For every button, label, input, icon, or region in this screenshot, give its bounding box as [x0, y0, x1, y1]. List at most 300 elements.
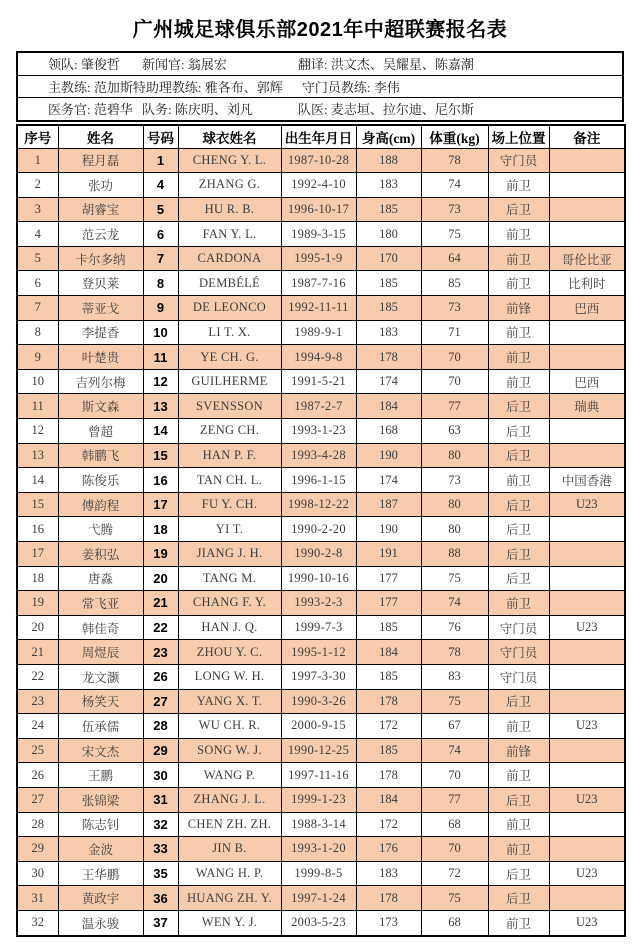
cell-note: 哥伦比亚 [549, 246, 625, 271]
cell-seq: 13 [17, 443, 58, 468]
cell-dob: 1993-4-28 [281, 443, 356, 468]
cell-position: 前卫 [488, 246, 549, 271]
cell-dob: 1999-1-23 [281, 787, 356, 812]
cell-number: 15 [143, 443, 178, 468]
table-row [17, 886, 625, 911]
cell-seq: 1 [17, 148, 58, 173]
column-header-seq: 序号 [17, 125, 58, 149]
cell-position: 前卫 [488, 763, 549, 788]
cell-seq: 28 [17, 812, 58, 837]
cell-name: 韩佳奇 [58, 615, 143, 640]
cell-jersey: SVENSSON [178, 394, 281, 419]
cell-name: 范云龙 [58, 222, 143, 247]
cell-dob: 1990-12-25 [281, 738, 356, 763]
cell-seq: 15 [17, 492, 58, 517]
cell-note [549, 542, 625, 567]
cell-seq: 18 [17, 566, 58, 591]
cell-note [549, 812, 625, 837]
cell-seq: 27 [17, 787, 58, 812]
cell-height: 178 [356, 689, 421, 714]
cell-height: 188 [356, 148, 421, 173]
cell-name: 登贝莱 [58, 271, 143, 296]
cell-jersey: CHENG Y. L. [178, 148, 281, 173]
cell-seq: 11 [17, 394, 58, 419]
staff-team-leader: 领队: 肇俊哲 [48, 57, 120, 73]
cell-height: 173 [356, 910, 421, 935]
column-header-height: 身高(cm) [356, 125, 421, 149]
table-row [17, 738, 625, 763]
table-row [17, 566, 625, 591]
cell-dob: 1994-9-8 [281, 345, 356, 370]
cell-position: 前卫 [488, 173, 549, 198]
cell-dob: 1993-1-20 [281, 837, 356, 862]
cell-weight: 78 [421, 148, 488, 173]
cell-number: 9 [143, 296, 178, 321]
cell-note [549, 197, 625, 222]
table-row [17, 861, 625, 886]
cell-position: 前卫 [488, 591, 549, 616]
cell-position: 前卫 [488, 812, 549, 837]
cell-name: 姜积弘 [58, 542, 143, 567]
cell-seq: 9 [17, 345, 58, 370]
cell-note [549, 886, 625, 911]
cell-position: 前卫 [488, 714, 549, 739]
cell-dob: 1997-1-24 [281, 886, 356, 911]
cell-dob: 1990-10-16 [281, 566, 356, 591]
cell-name: 斯文森 [58, 394, 143, 419]
cell-dob: 1989-9-1 [281, 320, 356, 345]
cell-note [549, 173, 625, 198]
cell-note: U23 [549, 714, 625, 739]
table-row [17, 591, 625, 616]
cell-number: 4 [143, 173, 178, 198]
cell-jersey: DEMBÉLÉ [178, 271, 281, 296]
table-row [17, 787, 625, 812]
cell-seq: 31 [17, 886, 58, 911]
table-row [17, 394, 625, 419]
cell-jersey: WANG H. P. [178, 861, 281, 886]
cell-dob: 2000-9-15 [281, 714, 356, 739]
cell-name: 陈志钊 [58, 812, 143, 837]
cell-jersey: TAN CH. L. [178, 468, 281, 493]
cell-height: 176 [356, 837, 421, 862]
cell-weight: 78 [421, 640, 488, 665]
cell-number: 1 [143, 148, 178, 173]
table-row [17, 222, 625, 247]
table-row [17, 689, 625, 714]
cell-note [549, 222, 625, 247]
cell-jersey: CHANG F. Y. [178, 591, 281, 616]
table-row [17, 615, 625, 640]
staff-row-1 [18, 53, 622, 76]
cell-name: 陈俊乐 [58, 468, 143, 493]
cell-note [549, 763, 625, 788]
cell-position: 前卫 [488, 837, 549, 862]
cell-height: 177 [356, 591, 421, 616]
cell-dob: 1995-1-9 [281, 246, 356, 271]
cell-seq: 2 [17, 173, 58, 198]
cell-jersey: ZENG CH. [178, 419, 281, 444]
cell-height: 184 [356, 640, 421, 665]
cell-number: 14 [143, 419, 178, 444]
cell-name: 宋文杰 [58, 738, 143, 763]
cell-name: 叶楚贵 [58, 345, 143, 370]
cell-name: 金波 [58, 837, 143, 862]
cell-jersey: WANG P. [178, 763, 281, 788]
cell-seq: 23 [17, 689, 58, 714]
cell-weight: 63 [421, 419, 488, 444]
cell-jersey: FU Y. CH. [178, 492, 281, 517]
cell-height: 178 [356, 345, 421, 370]
cell-jersey: YANG X. T. [178, 689, 281, 714]
cell-note [549, 591, 625, 616]
cell-jersey: LI T. X. [178, 320, 281, 345]
cell-height: 187 [356, 492, 421, 517]
cell-jersey: ZHANG J. L. [178, 787, 281, 812]
cell-number: 30 [143, 763, 178, 788]
cell-dob: 1993-2-3 [281, 591, 356, 616]
cell-number: 21 [143, 591, 178, 616]
cell-weight: 88 [421, 542, 488, 567]
cell-note [549, 566, 625, 591]
cell-weight: 83 [421, 664, 488, 689]
cell-weight: 74 [421, 173, 488, 198]
cell-dob: 1995-1-12 [281, 640, 356, 665]
cell-height: 191 [356, 542, 421, 567]
cell-number: 36 [143, 886, 178, 911]
cell-name: 唐淼 [58, 566, 143, 591]
cell-number: 37 [143, 910, 178, 935]
cell-dob: 2003-5-23 [281, 910, 356, 935]
cell-position: 后卫 [488, 566, 549, 591]
cell-height: 180 [356, 222, 421, 247]
cell-weight: 73 [421, 468, 488, 493]
cell-jersey: SONG W. J. [178, 738, 281, 763]
column-header-name: 姓名 [58, 125, 143, 149]
cell-jersey: JIN B. [178, 837, 281, 862]
cell-height: 183 [356, 320, 421, 345]
cell-jersey: LONG W. H. [178, 664, 281, 689]
cell-height: 178 [356, 763, 421, 788]
cell-name: 伍承儒 [58, 714, 143, 739]
cell-jersey: GUILHERME [178, 369, 281, 394]
cell-weight: 64 [421, 246, 488, 271]
cell-number: 27 [143, 689, 178, 714]
table-row [17, 468, 625, 493]
table-row [17, 517, 625, 542]
cell-dob: 1990-2-8 [281, 542, 356, 567]
cell-number: 32 [143, 812, 178, 837]
cell-position: 守门员 [488, 664, 549, 689]
cell-position: 后卫 [488, 419, 549, 444]
cell-position: 后卫 [488, 443, 549, 468]
table-row [17, 812, 625, 837]
cell-number: 12 [143, 369, 178, 394]
cell-number: 35 [143, 861, 178, 886]
cell-note [549, 345, 625, 370]
cell-note: U23 [549, 910, 625, 935]
cell-position: 后卫 [488, 492, 549, 517]
cell-number: 22 [143, 615, 178, 640]
cell-name: 胡睿宝 [58, 197, 143, 222]
cell-weight: 67 [421, 714, 488, 739]
table-row [17, 197, 625, 222]
cell-height: 174 [356, 369, 421, 394]
roster-table [16, 124, 626, 937]
cell-jersey: HU R. B. [178, 197, 281, 222]
cell-height: 172 [356, 812, 421, 837]
cell-position: 守门员 [488, 148, 549, 173]
cell-name: 黄政宇 [58, 886, 143, 911]
cell-seq: 22 [17, 664, 58, 689]
cell-note [549, 148, 625, 173]
cell-name: 吉列尔梅 [58, 369, 143, 394]
cell-number: 29 [143, 738, 178, 763]
cell-position: 后卫 [488, 861, 549, 886]
cell-name: 龙文灏 [58, 664, 143, 689]
cell-weight: 74 [421, 591, 488, 616]
cell-name: 张锦梁 [58, 787, 143, 812]
cell-number: 5 [143, 197, 178, 222]
cell-seq: 17 [17, 542, 58, 567]
cell-position: 前锋 [488, 296, 549, 321]
cell-number: 26 [143, 664, 178, 689]
cell-name: 王鹏 [58, 763, 143, 788]
column-header-note: 备注 [549, 125, 625, 149]
cell-position: 守门员 [488, 640, 549, 665]
cell-name: 杨笑天 [58, 689, 143, 714]
cell-position: 后卫 [488, 542, 549, 567]
cell-number: 6 [143, 222, 178, 247]
cell-height: 168 [356, 419, 421, 444]
table-row [17, 640, 625, 665]
cell-weight: 70 [421, 763, 488, 788]
table-row [17, 320, 625, 345]
cell-name: 弋腾 [58, 517, 143, 542]
cell-position: 前卫 [488, 271, 549, 296]
cell-name: 蒂亚戈 [58, 296, 143, 321]
cell-jersey: ZHOU Y. C. [178, 640, 281, 665]
staff-team-affairs: 队务: 陈庆明、刘凡 [142, 102, 253, 118]
cell-jersey: DE LEONCO [178, 296, 281, 321]
cell-jersey: YE CH. G. [178, 345, 281, 370]
cell-jersey: HAN J. Q. [178, 615, 281, 640]
cell-weight: 80 [421, 492, 488, 517]
cell-position: 前卫 [488, 910, 549, 935]
cell-jersey: CHEN ZH. ZH. [178, 812, 281, 837]
cell-note [549, 419, 625, 444]
cell-name: 程月磊 [58, 148, 143, 173]
cell-dob: 1992-4-10 [281, 173, 356, 198]
cell-note [549, 837, 625, 862]
cell-dob: 1991-5-21 [281, 369, 356, 394]
cell-weight: 80 [421, 443, 488, 468]
cell-number: 19 [143, 542, 178, 567]
cell-name: 王华鹏 [58, 861, 143, 886]
cell-number: 23 [143, 640, 178, 665]
table-row [17, 345, 625, 370]
cell-note [549, 640, 625, 665]
cell-height: 185 [356, 664, 421, 689]
cell-seq: 20 [17, 615, 58, 640]
cell-position: 前卫 [488, 222, 549, 247]
cell-weight: 77 [421, 394, 488, 419]
cell-note: 中国香港 [549, 468, 625, 493]
cell-weight: 68 [421, 812, 488, 837]
table-row [17, 492, 625, 517]
cell-jersey: WU CH. R. [178, 714, 281, 739]
staff-team-doctors: 队医: 麦志垣、拉尔迪、尼尔斯 [298, 102, 474, 118]
cell-seq: 26 [17, 763, 58, 788]
cell-height: 183 [356, 861, 421, 886]
cell-note: U23 [549, 787, 625, 812]
header-row [17, 125, 625, 149]
staff-press-officer: 新闻官: 翁展宏 [142, 57, 227, 73]
cell-dob: 1998-12-22 [281, 492, 356, 517]
cell-dob: 1997-3-30 [281, 664, 356, 689]
cell-seq: 19 [17, 591, 58, 616]
cell-seq: 5 [17, 246, 58, 271]
cell-number: 16 [143, 468, 178, 493]
cell-number: 28 [143, 714, 178, 739]
cell-weight: 85 [421, 271, 488, 296]
cell-position: 后卫 [488, 517, 549, 542]
staff-translators: 翻译: 洪文杰、吴耀星、陈嘉潮 [298, 57, 474, 73]
cell-dob: 1999-7-3 [281, 615, 356, 640]
table-row [17, 173, 625, 198]
cell-weight: 75 [421, 222, 488, 247]
cell-seq: 7 [17, 296, 58, 321]
cell-height: 185 [356, 296, 421, 321]
cell-dob: 1990-3-26 [281, 689, 356, 714]
table-row [17, 664, 625, 689]
cell-position: 后卫 [488, 394, 549, 419]
cell-note: U23 [549, 492, 625, 517]
table-row [17, 910, 625, 935]
cell-dob: 1992-11-11 [281, 296, 356, 321]
staff-head-coach: 主教练: 范加斯特 [48, 79, 146, 95]
cell-weight: 68 [421, 910, 488, 935]
cell-number: 31 [143, 787, 178, 812]
cell-jersey: TANG M. [178, 566, 281, 591]
cell-name: 常飞亚 [58, 591, 143, 616]
cell-name: 周煜辰 [58, 640, 143, 665]
column-header-position: 场上位置 [488, 125, 549, 149]
cell-jersey: FAN Y. L. [178, 222, 281, 247]
cell-jersey: JIANG J. H. [178, 542, 281, 567]
cell-position: 前锋 [488, 738, 549, 763]
cell-height: 185 [356, 197, 421, 222]
cell-note [549, 320, 625, 345]
cell-height: 174 [356, 468, 421, 493]
cell-height: 170 [356, 246, 421, 271]
cell-jersey: WEN Y. J. [178, 910, 281, 935]
cell-position: 后卫 [488, 886, 549, 911]
cell-seq: 30 [17, 861, 58, 886]
staff-goalkeeper-coach: 守门员教练: 李伟 [301, 79, 400, 95]
cell-position: 前卫 [488, 369, 549, 394]
table-row [17, 443, 625, 468]
cell-number: 20 [143, 566, 178, 591]
cell-number: 33 [143, 837, 178, 862]
column-header-number: 号码 [143, 125, 178, 149]
cell-note [549, 689, 625, 714]
column-header-jersey-name: 球衣姓名 [178, 125, 281, 149]
players-tbody [17, 148, 625, 936]
cell-position: 后卫 [488, 689, 549, 714]
cell-seq: 6 [17, 271, 58, 296]
cell-seq: 16 [17, 517, 58, 542]
cell-weight: 75 [421, 566, 488, 591]
cell-height: 190 [356, 517, 421, 542]
cell-weight: 77 [421, 787, 488, 812]
cell-weight: 72 [421, 861, 488, 886]
staff-row-2 [18, 76, 622, 99]
cell-position: 前卫 [488, 320, 549, 345]
cell-dob: 1989-3-15 [281, 222, 356, 247]
cell-weight: 70 [421, 837, 488, 862]
cell-number: 8 [143, 271, 178, 296]
table-row [17, 246, 625, 271]
cell-name: 卡尔多纳 [58, 246, 143, 271]
cell-note: 巴西 [549, 296, 625, 321]
table-row [17, 763, 625, 788]
cell-dob: 1988-3-14 [281, 812, 356, 837]
cell-height: 172 [356, 714, 421, 739]
table-row [17, 542, 625, 567]
cell-height: 185 [356, 615, 421, 640]
cell-note: U23 [549, 861, 625, 886]
table-row [17, 271, 625, 296]
cell-seq: 32 [17, 910, 58, 935]
cell-dob: 1990-2-20 [281, 517, 356, 542]
cell-seq: 10 [17, 369, 58, 394]
cell-number: 18 [143, 517, 178, 542]
cell-seq: 3 [17, 197, 58, 222]
cell-weight: 80 [421, 517, 488, 542]
cell-height: 185 [356, 271, 421, 296]
staff-row-3 [18, 98, 622, 120]
table-row [17, 714, 625, 739]
cell-name: 张功 [58, 173, 143, 198]
cell-position: 守门员 [488, 615, 549, 640]
cell-weight: 70 [421, 345, 488, 370]
table-row [17, 369, 625, 394]
cell-weight: 75 [421, 886, 488, 911]
cell-jersey: CARDONA [178, 246, 281, 271]
cell-dob: 1993-1-23 [281, 419, 356, 444]
cell-dob: 1997-11-16 [281, 763, 356, 788]
cell-dob: 1987-10-28 [281, 148, 356, 173]
cell-number: 10 [143, 320, 178, 345]
cell-name: 傅韵程 [58, 492, 143, 517]
cell-position: 后卫 [488, 197, 549, 222]
cell-height: 177 [356, 566, 421, 591]
cell-jersey: ZHANG G. [178, 173, 281, 198]
cell-note [549, 738, 625, 763]
cell-number: 7 [143, 246, 178, 271]
column-header-birthdate: 出生年月日 [281, 125, 356, 149]
cell-weight: 74 [421, 738, 488, 763]
cell-name: 温永骏 [58, 910, 143, 935]
cell-position: 前卫 [488, 345, 549, 370]
table-row [17, 419, 625, 444]
cell-weight: 70 [421, 369, 488, 394]
cell-seq: 12 [17, 419, 58, 444]
cell-jersey: HAN P. F. [178, 443, 281, 468]
cell-name: 曾超 [58, 419, 143, 444]
cell-number: 13 [143, 394, 178, 419]
